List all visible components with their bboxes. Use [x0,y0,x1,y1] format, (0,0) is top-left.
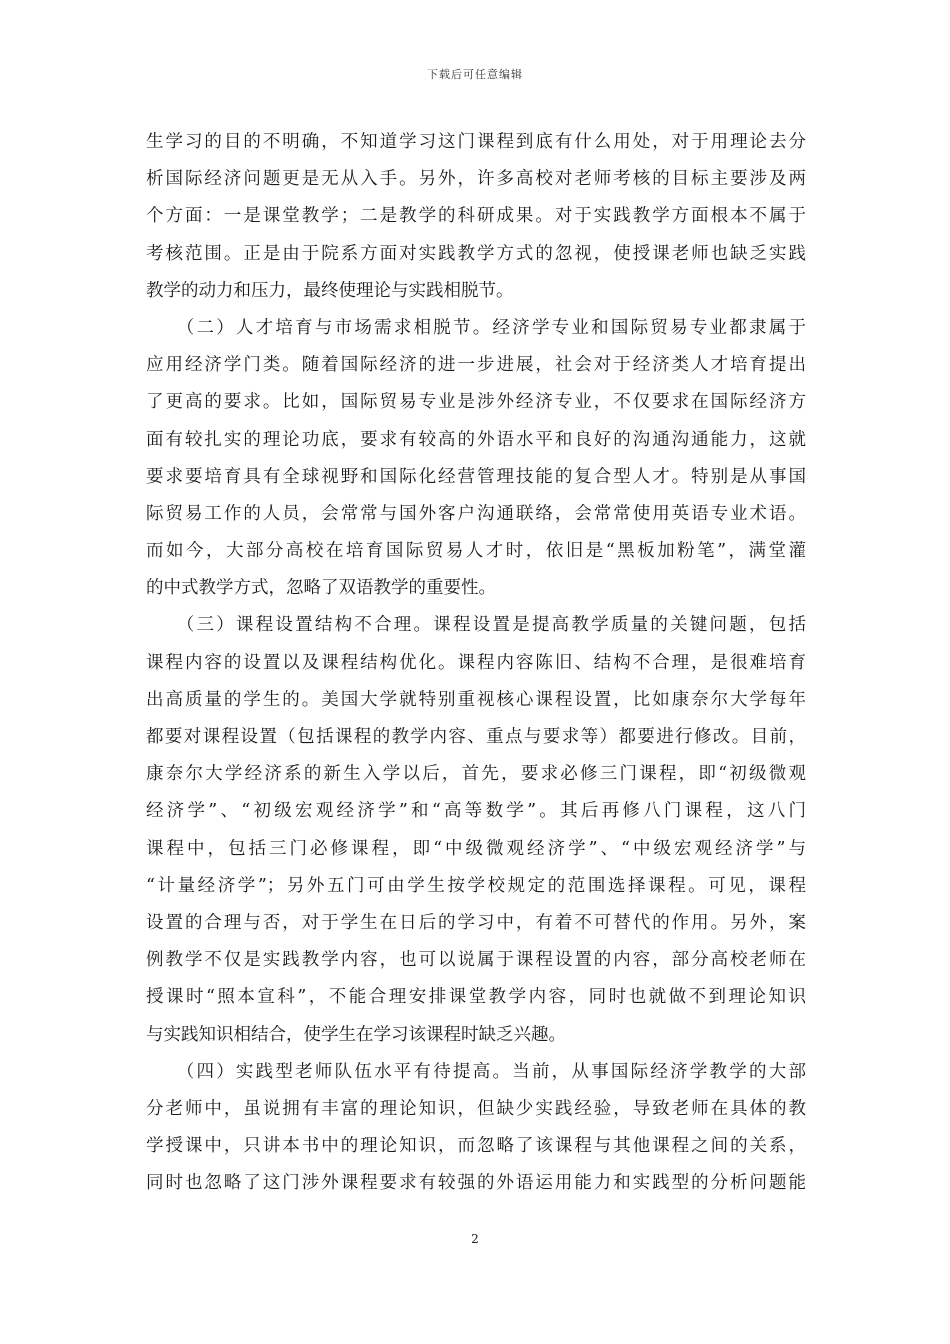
text-line: 都要对课程设置（包括课程的教学内容、重点与要求等）都要进行修改。目前， [146,727,806,747]
text-line: 面有较扎实的理论功底，要求有较高的外语水平和良好的沟通沟通能力，这就 [146,429,806,450]
text-line: 出高质量的学生的。美国大学就特别重视核心课程设置，比如康奈尔大学每年 [146,689,806,710]
text-line: 课程中，包括三门必修课程，即“中级微观经济学”、“中级宏观经济学”与 [146,838,806,859]
text-line: 分老师中，虽说拥有丰富的理论知识，但缺少实践经验，导致老师在具体的教 [146,1098,806,1119]
text-line: 课程内容的设置以及课程结构优化。课程内容陈旧、结构不合理，是很难培育 [146,652,806,673]
text-line: （四）实践型老师队伍水平有待提高。当前，从事国际经济学教学的大部 [146,1061,806,1082]
text-line: 而如今，大部分高校在培育国际贸易人才时，依旧是“黑板加粉笔”，满堂灌 [146,541,806,562]
text-line: 的中式教学方式，忽略了双语教学的重要性。 [146,578,496,599]
body-text [146,124,806,1202]
text-line: （二）人才培育与市场需求相脱节。经济学专业和国际贸易专业都隶属于 [146,317,806,338]
text-line: 学授课中，只讲本书中的理论知识，而忽略了该课程与其他课程之间的关系， [146,1136,806,1157]
text-line: 应用经济学门类。随着国际经济的进一步进展，社会对于经济类人才培育提出 [146,355,806,376]
text-line: 经济学”、“初级宏观经济学”和“高等数学”。其后再修八门课程，这八门 [146,801,806,822]
page-header: 下载后可任意编辑 [427,68,523,81]
text-line: 康奈尔大学经济系的新生入学以后，首先，要求必修三门课程，即“初级微观 [146,764,806,785]
text-line: 与实践知识相结合，使学生在学习该课程时缺乏兴趣。 [146,1024,566,1045]
text-line: 授课时“照本宣科”，不能合理安排课堂教学内容，同时也就做不到理论知识 [146,987,806,1008]
text-line: 例教学不仅是实践教学内容，也可以说属于课程设置的内容，部分高校老师在 [146,950,806,971]
text-line: （三）课程设置结构不合理。课程设置是提高教学质量的关键问题，包括 [146,615,806,636]
text-line: 设置的合理与否，对于学生在日后的学习中，有着不可替代的作用。另外，案 [146,912,806,933]
page-number: 2 [471,1232,479,1246]
text-line: 析国际经济问题更是无从入手。另外，许多高校对老师考核的目标主要涉及两 [146,169,806,190]
text-line: “计量经济学”；另外五门可由学生按学校规定的范围选择课程。可见，课程 [146,875,806,896]
text-line: 要求要培育具有全球视野和国际化经营管理技能的复合型人才。特别是从事国 [146,466,806,487]
text-line: 际贸易工作的人员，会常常与国外客户沟通联络，会常常使用英语专业术语。 [146,503,806,524]
text-line: 生学习的目的不明确，不知道学习这门课程到底有什么用处，对于用理论去分 [146,132,806,152]
text-line: 了更高的要求。比如，国际贸易专业是涉外经济专业，不仅要求在国际经济方 [146,392,806,413]
text-line: 个方面：一是课堂教学；二是教学的科研成果。对于实践教学方面根本不属于 [146,206,806,227]
text-line: 考核范围。正是由于院系方面对实践教学方式的忽视，使授课老师也缺乏实践 [146,243,806,264]
text-line: 同时也忽略了这门涉外课程要求有较强的外语运用能力和实践型的分析问题能 [146,1173,806,1194]
text-line: 教学的动力和压力，最终使理论与实践相脱节。 [146,280,514,301]
